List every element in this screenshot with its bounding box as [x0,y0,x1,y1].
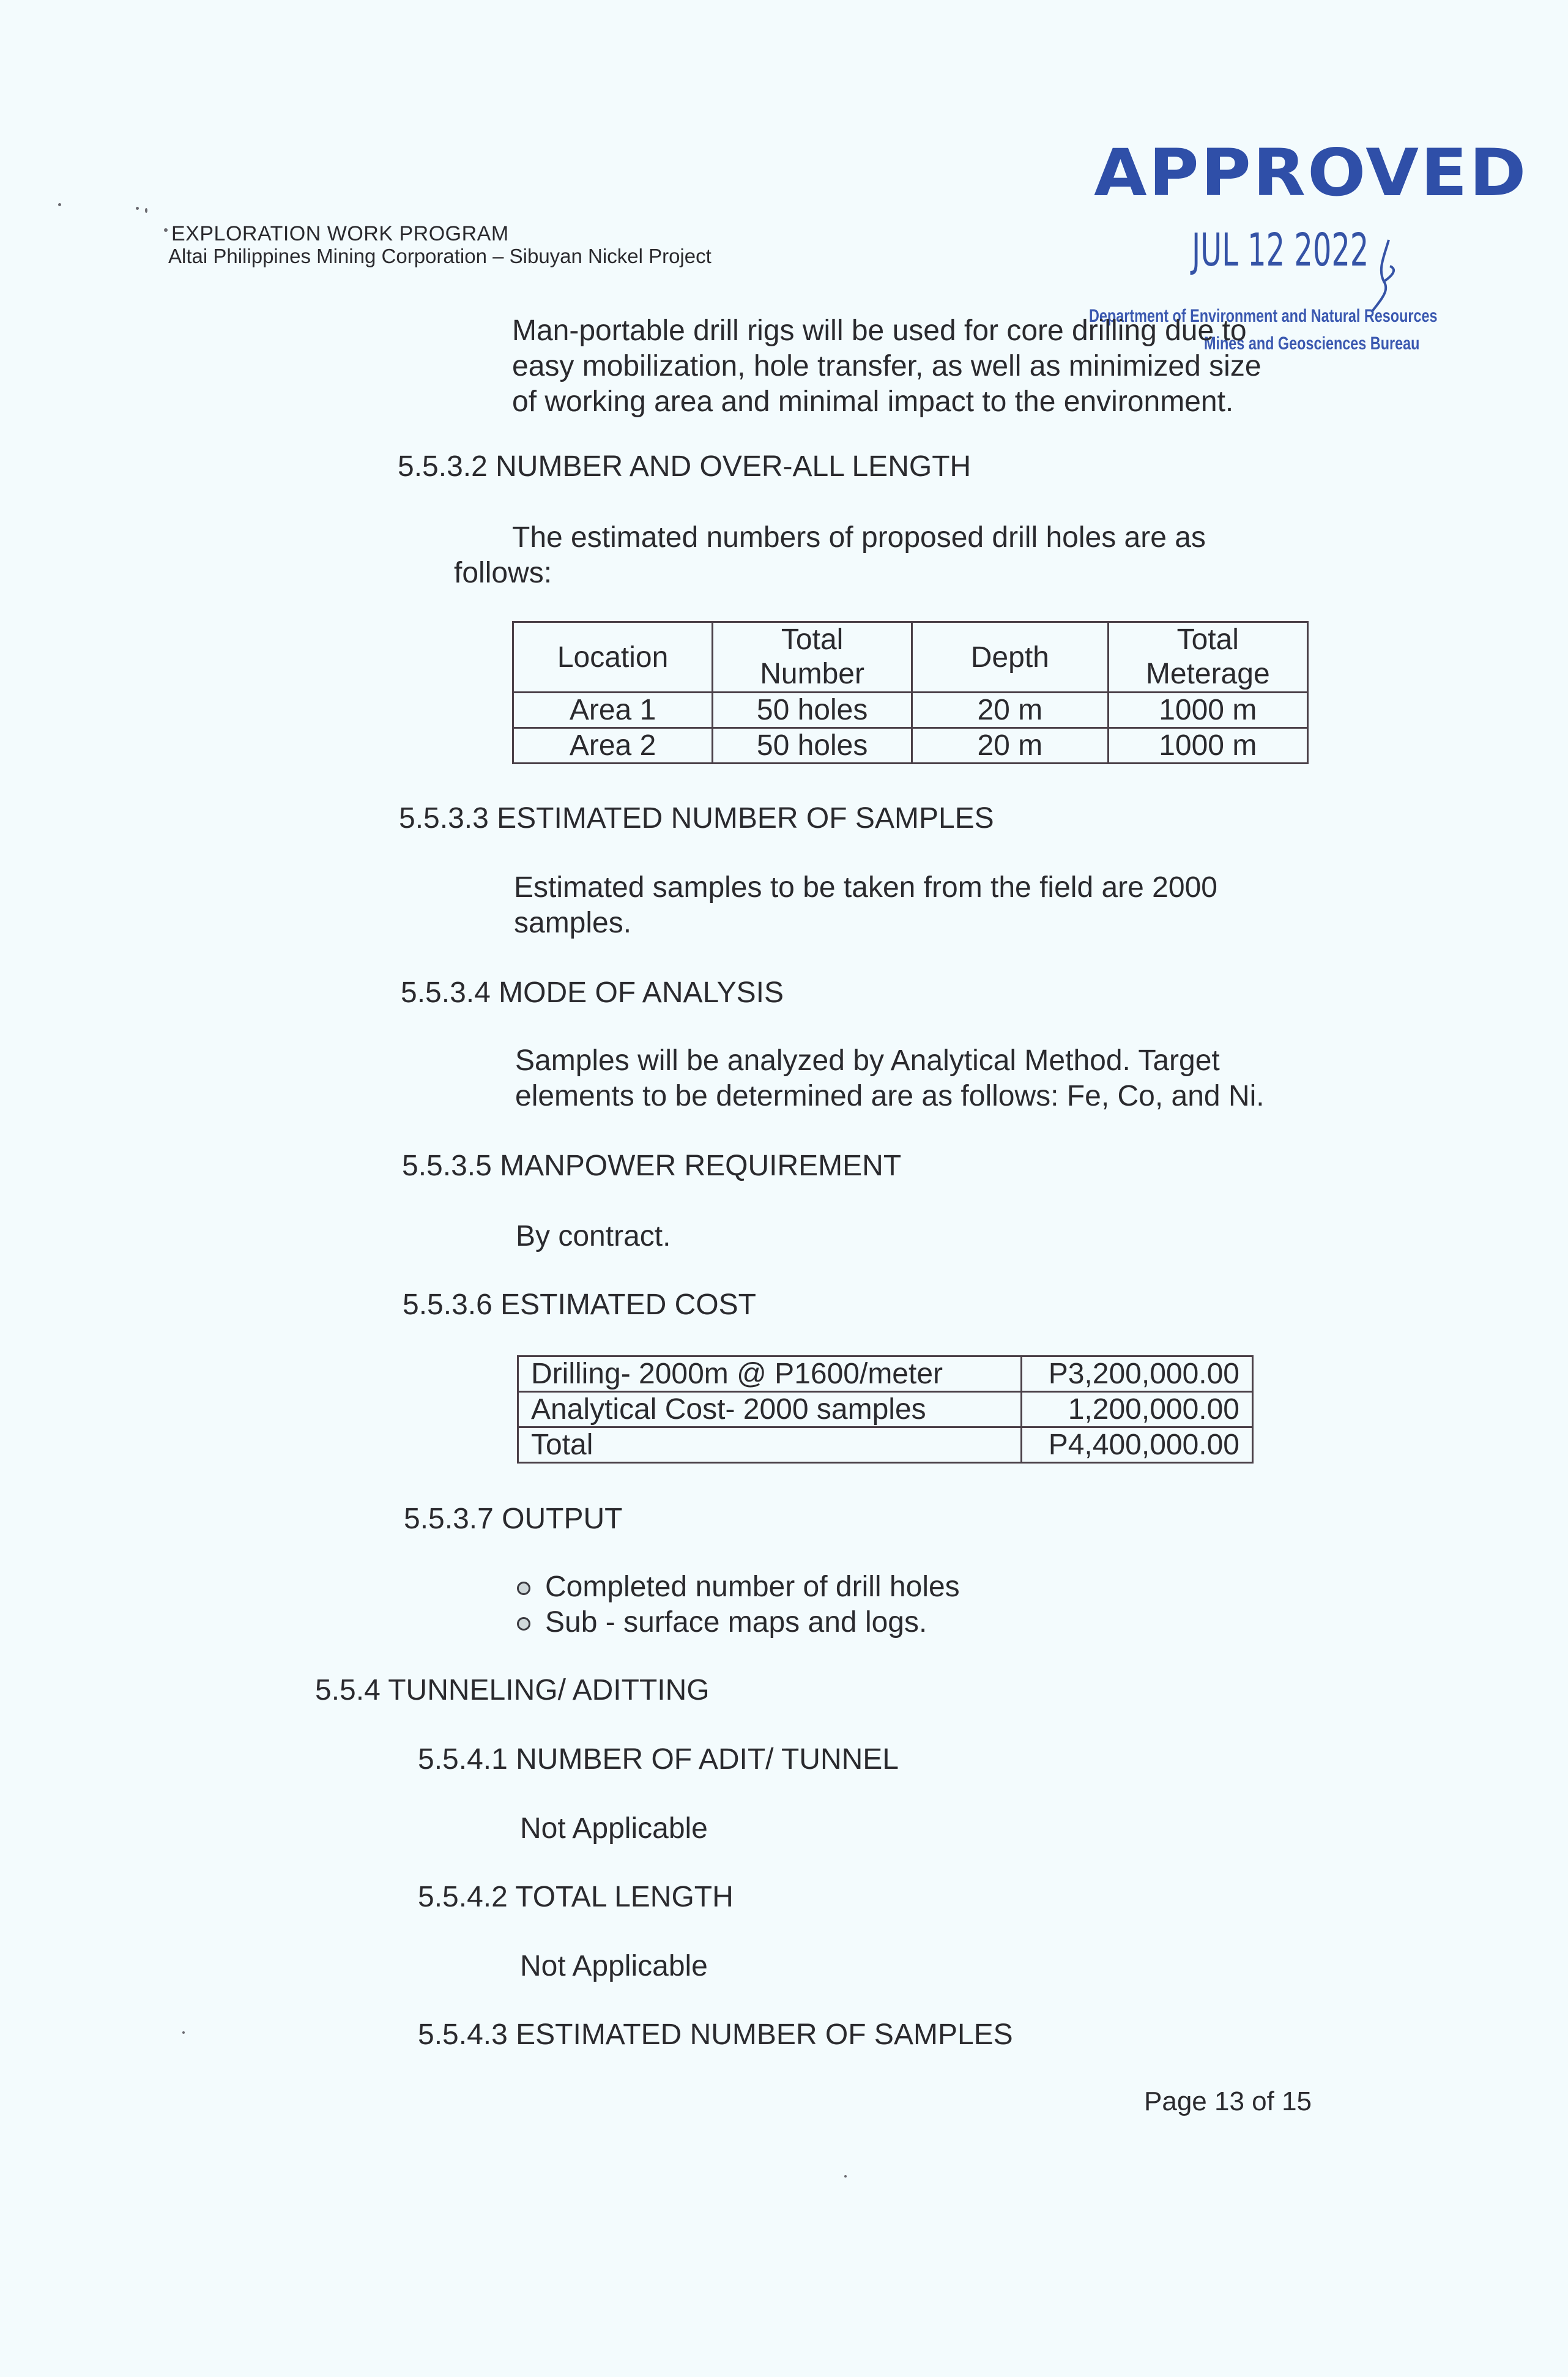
section-5533-text-1: Estimated samples to be taken from the field are 2000 [514,871,1217,904]
header-total-meterage [1108,622,1307,693]
header-location: Location [513,622,713,693]
table-row [518,1427,1253,1463]
header-depth: Depth [912,622,1108,693]
scan-speck [136,207,139,210]
cell-number: 50 holes [713,693,912,728]
cost-amount: 1,200,000.00 [1022,1392,1253,1427]
section-5534-text-2: elements to be determined are as follows: Fe, Co, and Ni. [515,1080,1265,1112]
bullet-icon [517,1617,530,1631]
section-heading-5537: 5.5.3.7 OUTPUT [404,1503,623,1535]
table-row [518,1356,1253,1392]
table-header-row [513,622,1308,693]
cost-item: Analytical Cost- 2000 samples [518,1392,1022,1427]
bullet-list-item [517,1605,927,1640]
section-5532-text-2: follows: [454,557,552,589]
cost-amount: P3,200,000.00 [1022,1356,1253,1392]
intro-line-2: easy mobilization, hole transfer, as well as minimized size [512,350,1261,382]
intro-line-3: of working area and minimal impact to the environment. [512,385,1234,418]
header-total-meterage-line1: Total [1176,623,1239,656]
section-heading-5543: 5.5.4.3 ESTIMATED NUMBER OF SAMPLES [418,2018,1013,2051]
intro-line-1: Man-portable drill rigs will be used for core drilling due to [512,314,1247,347]
cost-item: Drilling- 2000m @ P1600/meter [518,1356,1022,1392]
cost-table [517,1355,1254,1464]
document-header-subtitle: Altai Philippines Mining Corporation – Sibuyan Nickel Project [168,245,712,267]
header-total-number-line2: Number [760,658,864,690]
section-heading-5534: 5.5.3.4 MODE OF ANALYSIS [401,976,784,1009]
page-number: Page 13 of 15 [1144,2086,1312,2116]
section-5542-text-1: Not Applicable [520,1950,708,1982]
cell-number: 50 holes [713,728,912,764]
section-5534-text-1: Samples will be analyzed by Analytical Method. Target [515,1044,1220,1077]
section-5535-text-1: By contract. [516,1220,671,1252]
section-heading-5541: 5.5.4.1 NUMBER OF ADIT/ TUNNEL [418,1743,899,1776]
cell-location: Area 2 [513,728,713,764]
section-heading-5536: 5.5.3.6 ESTIMATED COST [403,1289,756,1321]
cost-item: Total [518,1427,1022,1463]
bullet-text: Sub - surface maps and logs. [545,1606,927,1639]
bullet-text: Completed number of drill holes [545,1571,960,1603]
scan-speck [164,228,168,232]
scan-speck [145,208,147,213]
document-header-title: EXPLORATION WORK PROGRAM [171,222,509,245]
section-5541-text-1: Not Applicable [520,1812,708,1845]
cell-depth: 20 m [912,728,1108,764]
stamp-bureau: Mines and Geosciences Bureau [1204,333,1420,354]
cost-amount: P4,400,000.00 [1022,1427,1253,1463]
table-row [513,728,1308,764]
section-5533-text-2: samples. [514,907,632,939]
stamp-date: JUL 12 2022 [1192,224,1369,277]
drill-holes-table [512,621,1309,764]
table-row [513,693,1308,728]
bullet-list-item [517,1569,960,1605]
section-heading-5535: 5.5.3.5 MANPOWER REQUIREMENT [402,1150,902,1182]
section-5532-text-1: The estimated numbers of proposed drill holes are as [512,521,1206,554]
cell-meterage: 1000 m [1108,728,1307,764]
header-total-number-line1: Total [781,623,844,656]
stamp-status: APPROVED [1094,135,1528,211]
section-heading-5533: 5.5.3.3 ESTIMATED NUMBER OF SAMPLES [399,802,994,835]
cell-depth: 20 m [912,693,1108,728]
scan-speck [844,2175,847,2178]
section-heading-5532: 5.5.3.2 NUMBER AND OVER-ALL LENGTH [398,450,972,483]
section-heading-5542: 5.5.4.2 TOTAL LENGTH [418,1881,734,1913]
header-total-number [713,622,912,693]
section-heading-554: 5.5.4 TUNNELING/ ADITTING [315,1674,710,1706]
scan-speck [182,2031,185,2034]
cell-meterage: 1000 m [1108,693,1307,728]
table-row [518,1392,1253,1427]
bullet-icon [517,1582,530,1595]
scan-speck [58,203,61,206]
stamp-department: Department of Environment and Natural Resources [1089,306,1438,326]
header-total-meterage-line2: Meterage [1145,658,1270,690]
cell-location: Area 1 [513,693,713,728]
